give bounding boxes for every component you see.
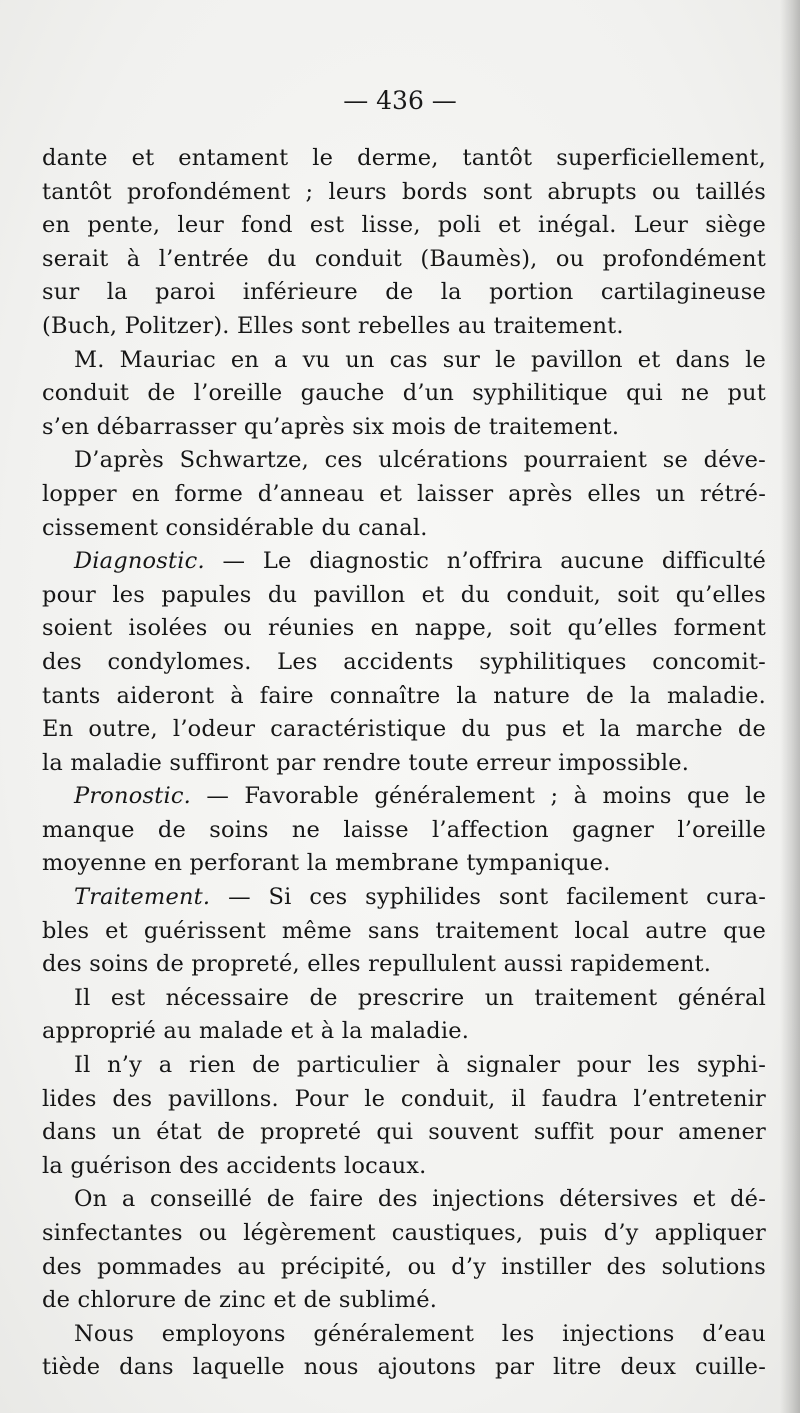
line-text: bles et guérissent même sans traitement local autre que <box>42 917 766 944</box>
text-line <box>42 545 766 579</box>
line-text: la guérison des accidents locaux. <box>42 1152 427 1179</box>
line-text: — Favorable généralement ; à moins que le <box>206 783 766 810</box>
text-line <box>42 1049 766 1083</box>
line-text: En outre, l’odeur caractéristique du pus et la marche de <box>42 716 766 743</box>
text-line <box>42 847 766 881</box>
line-text: soient isolées ou réunies en nappe, soit qu’elles forment <box>42 615 766 642</box>
section-heading: Pronostic. <box>74 783 192 810</box>
text-line <box>42 1351 766 1385</box>
line-text: de chlorure de zinc et de sublimé. <box>42 1287 438 1314</box>
line-text: (Buch, Politzer). Elles sont rebelles au traitement. <box>42 312 624 339</box>
text-line <box>42 310 766 344</box>
text-line <box>42 780 766 814</box>
line-text: Nous employons généralement les injections d’eau <box>74 1320 766 1347</box>
line-text: manque de soins ne laisse l’affection gagner l’oreille <box>42 816 766 843</box>
page-spine-shadow <box>780 0 800 1413</box>
text-line <box>42 1083 766 1117</box>
text-line <box>42 478 766 512</box>
text-line <box>42 579 766 613</box>
line-text: sinfectantes ou légèrement caustiques, puis d’y appliquer <box>42 1220 766 1246</box>
text-line <box>42 344 766 378</box>
text-line <box>42 646 766 680</box>
line-text: approprié au malade et à la maladie. <box>42 1018 470 1045</box>
text-line <box>42 444 766 478</box>
text-line <box>42 243 766 277</box>
line-text: — Le diagnostic n’offrira aucune difficulté <box>222 548 766 575</box>
text-line <box>42 411 766 445</box>
text-line <box>42 377 766 411</box>
line-text: tantôt profondément ; leurs bords sont abrupts ou taillés <box>42 178 766 205</box>
text-line <box>42 814 766 848</box>
text-line <box>42 1284 766 1318</box>
line-text: des soins de propreté, elles repullulent aussi rapidement. <box>42 951 712 978</box>
text-line <box>42 982 766 1016</box>
line-text: dans un état de propreté qui souvent suffit pour amener <box>42 1119 766 1146</box>
line-text: serait à l’entrée du conduit (Baumès), ou profondément <box>42 245 766 272</box>
line-text: pour les papules du pavillon et du conduit, soit qu’elles <box>42 581 766 608</box>
line-text: en pente, leur fond est lisse, poli et inégal. Leur siège <box>42 212 766 239</box>
line-text: Il n’y a rien de particulier à signaler pour les syphi- <box>74 1052 766 1079</box>
line-text: la maladie suffiront par rendre toute erreur impossible. <box>42 749 690 776</box>
text-line <box>42 209 766 243</box>
text-line <box>42 915 766 949</box>
line-text: s’en débarrasser qu’après six mois de traitement. <box>42 413 620 440</box>
section-heading: Diagnostic. <box>74 548 205 575</box>
body-text <box>42 142 766 1385</box>
text-line <box>42 1318 766 1352</box>
line-text: cissement considérable du canal. <box>42 514 428 541</box>
section-heading: Traitement. <box>74 884 211 911</box>
line-text: On a conseillé de faire des injections détersives et dé- <box>74 1186 766 1213</box>
line-text: moyenne en perforant la membrane tympanique. <box>42 850 611 877</box>
text-line <box>42 1217 766 1251</box>
line-text: dante et entament le derme, tantôt superficiellement, <box>42 145 766 171</box>
text-line <box>42 747 766 781</box>
line-text: Il est nécessaire de prescrire un traitement général <box>74 984 766 1011</box>
text-line <box>42 176 766 210</box>
line-text: D’après Schwartze, ces ulcérations pourraient se déve- <box>74 447 766 474</box>
line-text: tants aideront à faire connaître la nature de la maladie. <box>42 682 766 709</box>
line-text: lopper en forme d’anneau et laisser après elles un rétré- <box>42 480 766 507</box>
text-line <box>42 142 766 176</box>
text-line <box>42 948 766 982</box>
text-line <box>42 1150 766 1184</box>
line-text: — Si ces syphilides sont facilement cura- <box>228 884 766 911</box>
text-line <box>42 881 766 915</box>
line-text: M. Mauriac en a vu un cas sur le pavillon et dans le <box>74 346 766 373</box>
page-number: — 436 — <box>343 86 457 115</box>
text-line <box>42 713 766 747</box>
text-line <box>42 612 766 646</box>
line-text: conduit de l’oreille gauche d’un syphilitique qui ne put <box>42 380 766 407</box>
line-text: des condylomes. Les accidents syphilitiques concomit- <box>42 648 766 675</box>
text-line <box>42 1015 766 1049</box>
text-line <box>42 276 766 310</box>
line-text: lides des pavillons. Pour le conduit, il faudra l’entretenir <box>42 1085 766 1112</box>
line-text: des pommades au précipité, ou d’y instiller des solutions <box>42 1253 766 1280</box>
line-text: tiède dans laquelle nous ajoutons par litre deux cuille- <box>42 1354 766 1381</box>
text-line <box>42 1116 766 1150</box>
text-line <box>42 512 766 546</box>
text-line <box>42 1183 766 1217</box>
line-text: sur la paroi inférieure de la portion cartilagineuse <box>42 279 766 306</box>
text-line <box>42 680 766 714</box>
text-line <box>42 1251 766 1285</box>
